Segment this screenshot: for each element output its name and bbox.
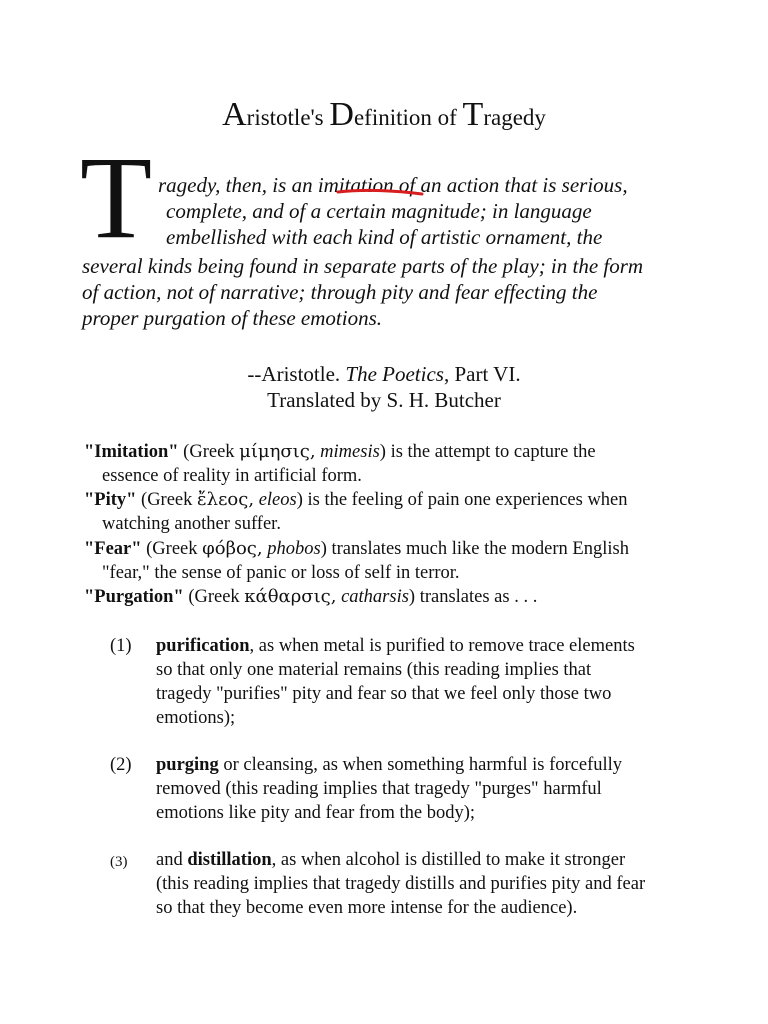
reading-2-line-1	[156, 753, 622, 777]
title-initial-d: D	[329, 96, 354, 133]
reading-2-line-2: removed (this reading implies that tragedy "purges" harmful	[156, 779, 602, 799]
definition-term: "Purgation"	[84, 587, 184, 607]
title-word-tragedy: ragedy	[483, 105, 546, 130]
transliteration: mimesis	[320, 442, 380, 462]
definition-text: ) translates much like the modern English	[320, 539, 629, 559]
definition-text: ) is the feeling of pain one experiences when	[296, 490, 628, 510]
greek-word: κάθαρσις,	[244, 586, 337, 607]
reading-number: (2)	[110, 755, 132, 775]
reading-3-line-2: (this reading implies that tragedy distills and purifies pity and fear	[156, 874, 646, 894]
reading-1-line-1	[156, 634, 635, 658]
definition-imitation	[84, 440, 596, 464]
reading-1-line-4: emotions);	[156, 708, 236, 728]
definition-fear-cont: "fear," the sense of panic or loss of self in terror.	[102, 563, 460, 583]
definition-greek-prefix: (Greek	[178, 442, 240, 462]
quote-line-6: proper purgation of these emotions.	[82, 306, 383, 330]
reading-term: distillation	[187, 850, 272, 870]
quote-word-imitation: imitation	[317, 173, 394, 197]
title-initial-a: A	[222, 96, 247, 133]
quote-line-3: embellished with each kind of artistic ornament, the	[166, 225, 603, 249]
attribution-part: , Part VI.	[443, 362, 521, 386]
attribution-translator: Translated by S. H. Butcher	[267, 388, 501, 412]
definition-fear	[84, 537, 629, 561]
quote-line-4: several kinds being found in separate parts of the play; in the form	[82, 254, 644, 278]
greek-word: φόβος,	[202, 538, 263, 559]
reading-1-line-3: tragedy "purifies" pity and fear so that we feel only those two	[156, 684, 612, 704]
drop-cap: T	[80, 132, 153, 263]
definition-pity	[84, 488, 628, 512]
definition-greek-prefix: (Greek	[141, 539, 203, 559]
reading-text: , as when alcohol is distilled to make it stronger	[271, 850, 626, 870]
reading-1-line-2: so that only one material remains (this reading implies that	[156, 660, 592, 680]
greek-word: ἔλεος,	[197, 489, 255, 510]
transliteration: catharsis	[341, 587, 409, 607]
attribution-line-1	[0, 360, 768, 388]
title-initial-t: T	[462, 96, 484, 133]
reading-3-line-1	[156, 848, 625, 872]
quote-line-2: complete, and of a certain magnitude; in language	[166, 199, 592, 223]
definition-pity-cont: watching another suffer.	[102, 514, 281, 534]
definition-text: ) translates as . . .	[408, 587, 538, 607]
definition-greek-prefix: (Greek	[183, 587, 245, 607]
greek-word: μίμησις,	[239, 441, 316, 462]
reading-term: purification	[156, 636, 250, 656]
reading-3-line-3: so that they become even more intense for the audience).	[156, 898, 578, 918]
title-word-definition: efinition of	[353, 105, 463, 130]
reading-2-line-3: emotions like pity and fear from the body);	[156, 803, 476, 823]
quote-line-5: of action, not of narrative; through pity and fear effecting the	[82, 280, 598, 304]
reading-number: (3)	[110, 854, 128, 870]
definition-imitation-cont: essence of reality in artificial form.	[102, 466, 362, 486]
definition-term: "Imitation"	[84, 442, 179, 462]
definition-greek-prefix: (Greek	[136, 490, 198, 510]
quote-line-1-start: ragedy, then, is an	[158, 173, 318, 197]
definition-purgation	[84, 585, 537, 609]
transliteration: phobos	[267, 539, 321, 559]
definition-text: ) is the attempt to capture the	[379, 442, 596, 462]
reading-text: or cleansing, as when something harmful is forcefully	[218, 755, 623, 775]
definition-term: "Fear"	[84, 539, 142, 559]
reading-number: (1)	[110, 636, 132, 656]
quote-line-1-end: of an action that is serious,	[393, 173, 628, 197]
attribution-work-title: The Poetics	[345, 362, 444, 386]
reading-prefix: and	[156, 850, 188, 870]
reading-text: , as when metal is purified to remove trace elements	[249, 636, 635, 656]
definition-term: "Pity"	[84, 490, 137, 510]
page-title	[0, 96, 768, 133]
reading-term: purging	[156, 755, 219, 775]
transliteration: eleos	[258, 490, 297, 510]
title-word-aristotle: ristotle's	[246, 105, 330, 130]
attribution-author: --Aristotle.	[247, 362, 346, 386]
